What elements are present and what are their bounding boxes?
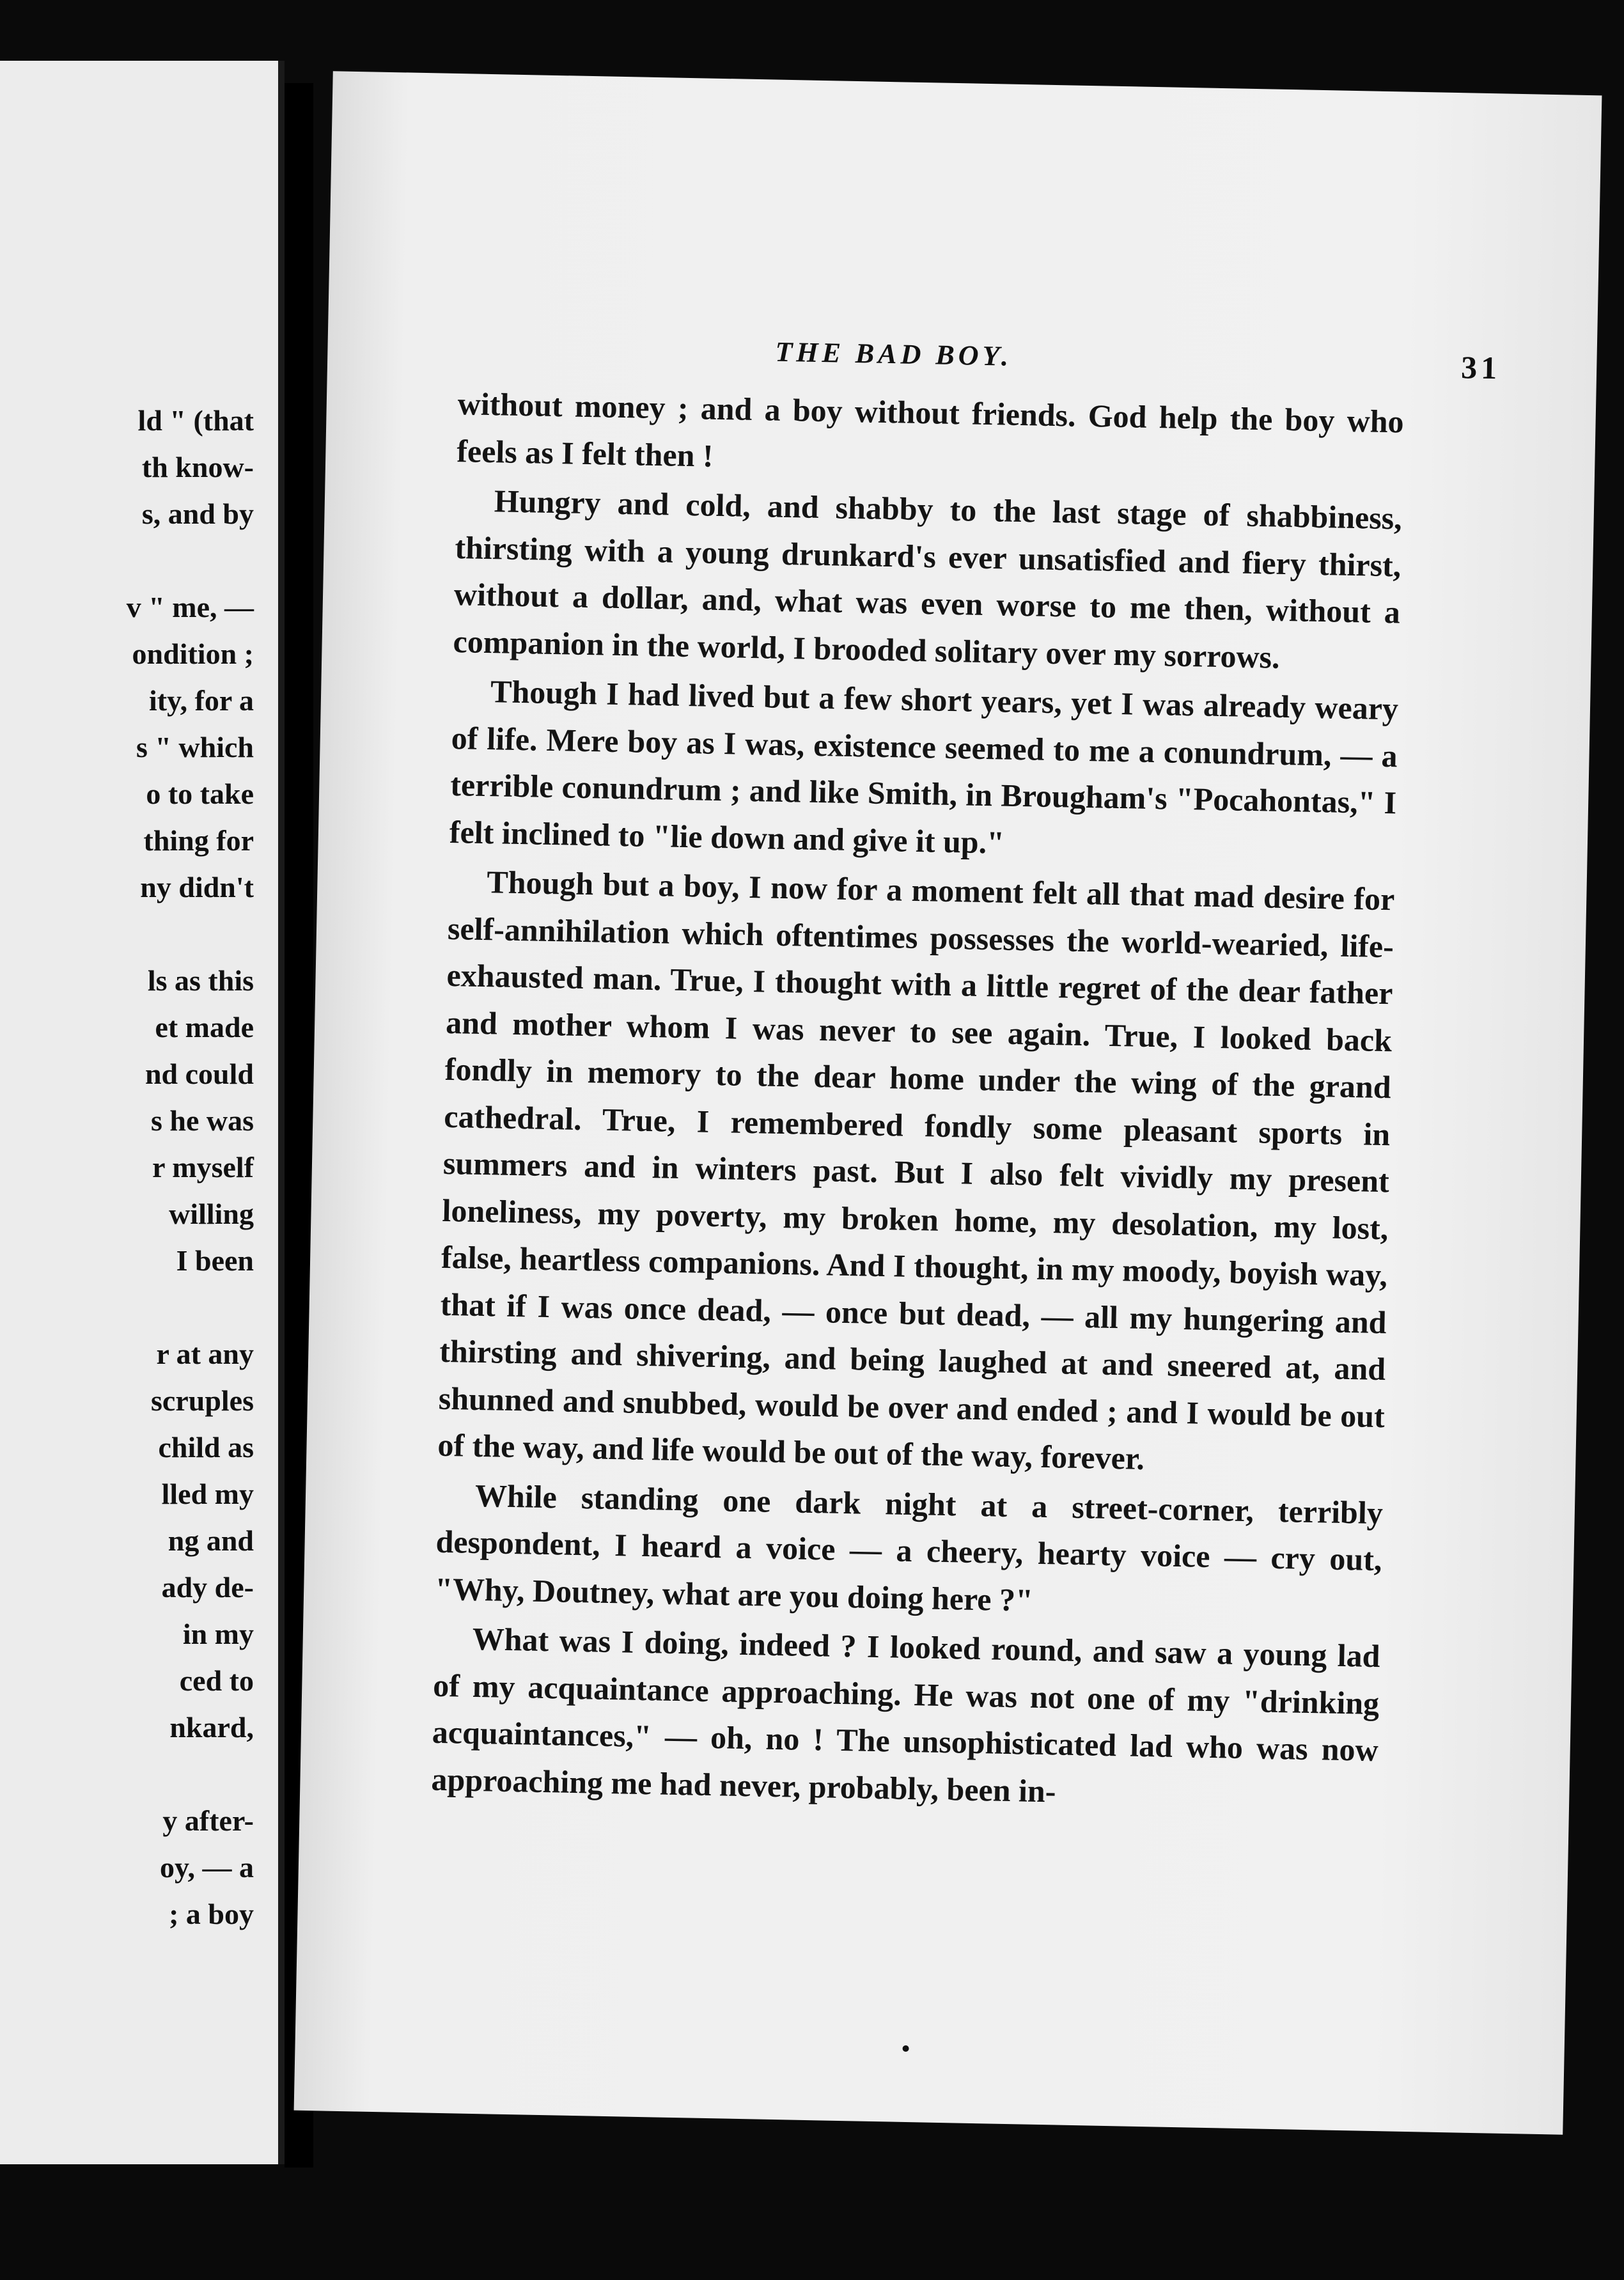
body-text <box>431 380 1404 1821</box>
left-page-line: oy, — a <box>160 1851 254 1884</box>
left-page-line: y after- <box>162 1804 254 1837</box>
paragraph-2: Hungry and cold, and shabby to the last stage of shabbiness, thirsting with a young drunkard's ever unsatisfied and fiery thirst, without a dollar, and, what was even worse to me then, without a companion in the world, I brooded solitary over my sorrows. <box>453 483 1403 675</box>
left-page-line: s, and by <box>141 497 254 530</box>
left-page-line: I been <box>176 1244 254 1277</box>
left-page-line: ondition ; <box>132 637 254 670</box>
left-page-line: ng and <box>168 1524 254 1557</box>
left-page-line: nd could <box>144 1058 254 1090</box>
page-number: 31 <box>1460 349 1501 386</box>
paragraph-6: What was I doing, indeed ? I looked round, and saw a young lad of my acquaintance approaching. He was not one of my "drinking acquaintances," — oh, no ! The unsophisticated lad who was now approaching me had never, probably, been in- <box>431 1620 1381 1809</box>
left-page-line: r myself <box>152 1151 254 1183</box>
left-page-line: s " which <box>136 731 254 763</box>
left-page-line: ld " (that <box>137 404 254 437</box>
running-head-title: THE BAD BOY. <box>775 336 1013 372</box>
left-page-line: ady de- <box>161 1571 254 1604</box>
left-page-line: o to take <box>146 777 254 810</box>
left-page-line: nkard, <box>169 1711 254 1744</box>
ink-speck <box>902 2045 909 2052</box>
left-page-line: ls as this <box>147 964 254 997</box>
left-page-line: th know- <box>141 451 254 483</box>
left-page-line: willing <box>169 1198 254 1230</box>
left-page-line: lled my <box>161 1478 254 1510</box>
left-page-line: ced to <box>179 1664 254 1697</box>
paragraph-4: Though but a boy, I now for a moment felt all that mad desire for self-annihilation which oftentimes possesses the world-wearied, life-exhausted man. True, I thought with a little regret of the dear father and mother whom I was never to see again. True, I looked back fondly in memory to the dear home under the wing of the grand cathedral. True, I remembered fondly some pleasant sports in summers and in winters past. But I also felt vividly my present loneliness, my poverty, my broken home, my desolation, my lost, false, heartless companions. And I thought, in my moody, boyish way, that if I was once dead, — once but dead, — all my hungering and thirsting and shivering, and being laughed at and sneered at, and shunned and snubbed, would be over and ended ; and I would be out of the way, and life would be out of the way, forever. <box>437 864 1395 1476</box>
right-page <box>294 71 1602 2135</box>
paragraph-1: without money ; and a boy without friends. God help the boy who feels as I felt then ! <box>456 386 1405 474</box>
left-page-line: v " me, — <box>126 591 254 623</box>
left-page-line: in my <box>182 1618 254 1650</box>
left-page-line: r at any <box>156 1338 254 1370</box>
left-page-line: ity, for a <box>149 684 254 717</box>
left-page-line: scruples <box>151 1384 254 1417</box>
left-page-line: et made <box>155 1011 254 1043</box>
left-page-fragment <box>0 61 285 2164</box>
paragraph-5: While standing one dark night at a street-corner, terribly despondent, I heard a voice — a cheery, hearty voice — cry out, "Why, Doutney, what are you doing here ?" <box>434 1477 1384 1618</box>
left-page-line: ny didn't <box>140 871 254 903</box>
paragraph-3: Though I had lived but a few short years, yet I was already weary of life. Mere boy as I was, existence seemed to me a conundrum, — a terrible conundrum ; and like Smith, in Brougham's "Pocahontas," I felt inclined to "lie down and give it up." <box>449 673 1399 861</box>
left-page-line: s he was <box>150 1104 254 1137</box>
left-page-line: ; a boy <box>169 1898 254 1930</box>
left-page-line: child as <box>158 1431 254 1464</box>
left-page-line: thing for <box>143 824 254 857</box>
